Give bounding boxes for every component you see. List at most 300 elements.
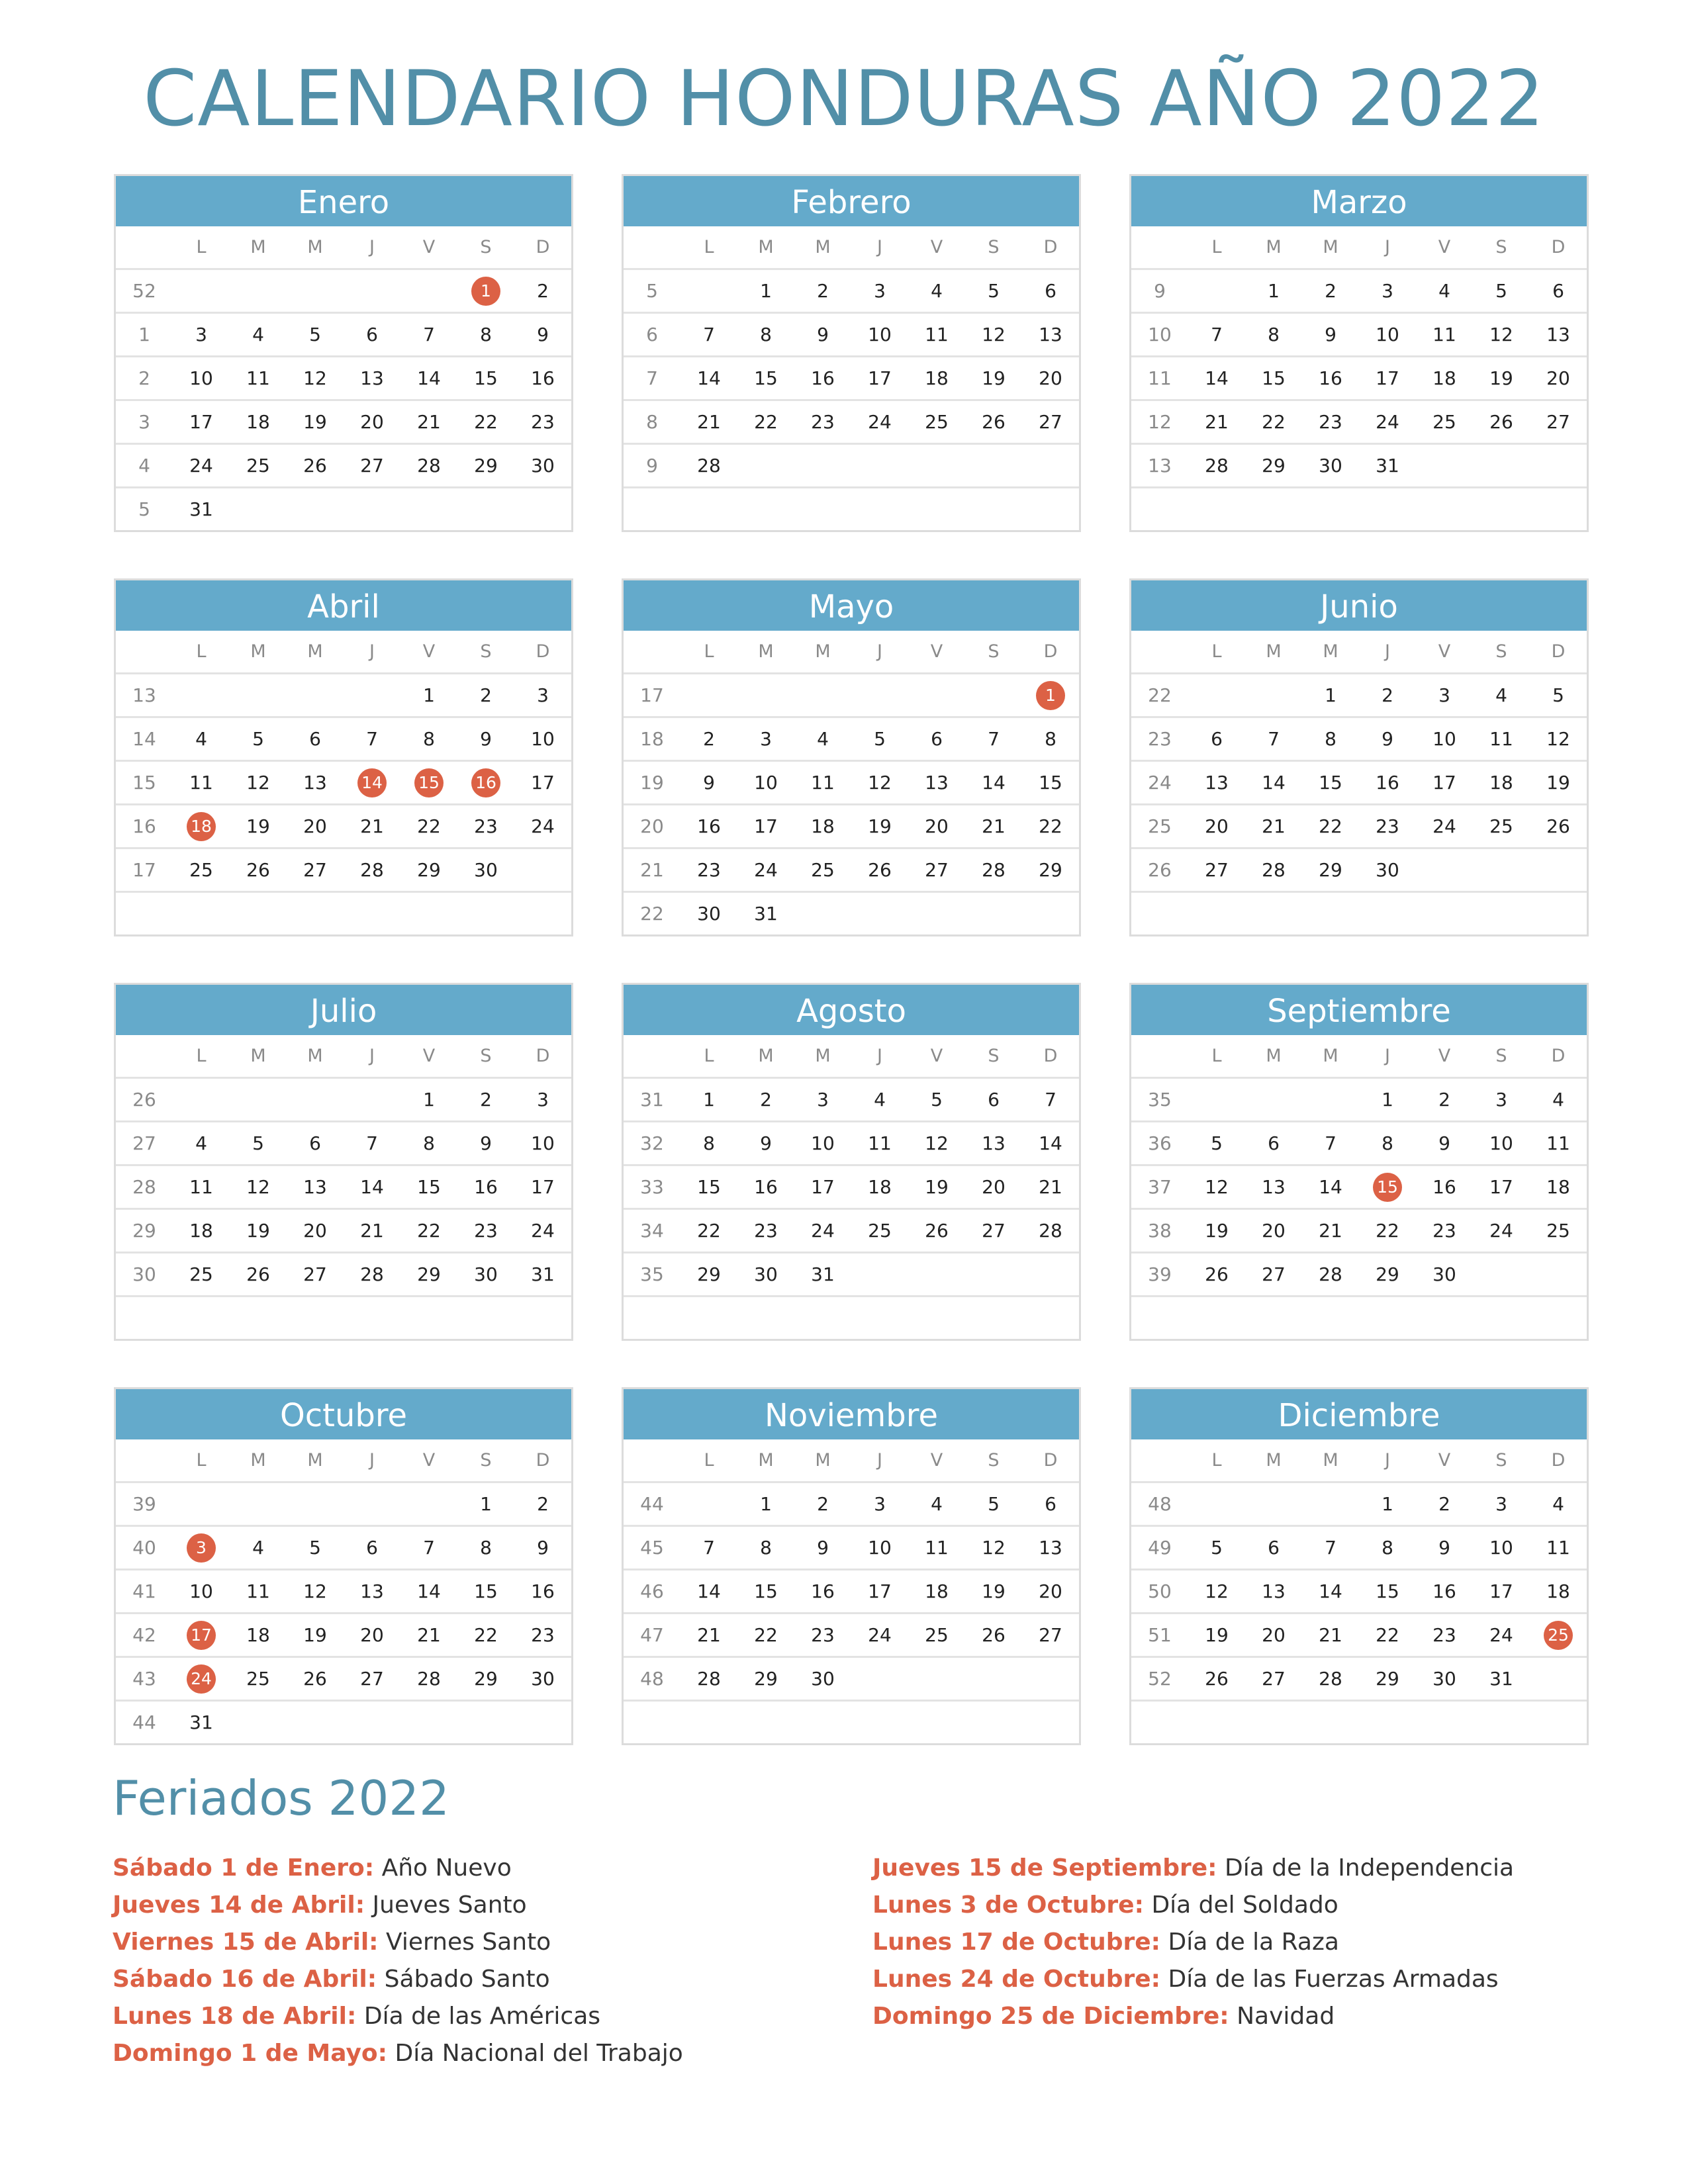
holiday-date: Viernes 15 de Abril: — [113, 1929, 379, 1956]
week-number: 16 — [116, 805, 173, 848]
day-cell: 27 — [1245, 1253, 1302, 1297]
day-cell — [1245, 488, 1302, 531]
holiday-item — [872, 1924, 1514, 1961]
week-number: 48 — [624, 1657, 680, 1701]
weekday-header: S — [965, 1035, 1022, 1078]
day-cell: 19 — [908, 1165, 965, 1209]
day-cell: 26 — [1473, 400, 1530, 444]
week-number: 27 — [116, 1122, 173, 1165]
day-cell — [1302, 1078, 1359, 1122]
day-cell — [173, 805, 230, 848]
day-cell: 5 — [1188, 1526, 1245, 1570]
week-number: 15 — [116, 761, 173, 805]
month-table — [116, 1035, 571, 1339]
day-cell: 8 — [457, 313, 514, 357]
weekday-header-row — [624, 631, 1079, 674]
week-row — [624, 761, 1079, 805]
day-cell: 27 — [1022, 1614, 1079, 1657]
day-cell: 6 — [344, 313, 400, 357]
day-cell: 17 — [1416, 761, 1473, 805]
day-cell: 26 — [851, 848, 908, 892]
day-cell — [680, 1701, 737, 1744]
day-cell: 13 — [344, 357, 400, 400]
day-cell: 23 — [737, 1209, 794, 1253]
holiday-list-left — [113, 1850, 683, 2072]
day-cell: 10 — [173, 1570, 230, 1614]
weekday-header: V — [1416, 226, 1473, 269]
day-cell: 17 — [794, 1165, 851, 1209]
day-cell — [173, 1614, 230, 1657]
day-cell: 8 — [457, 1526, 514, 1570]
day-cell: 24 — [1473, 1209, 1530, 1253]
day-cell: 14 — [400, 357, 457, 400]
week-row — [116, 805, 571, 848]
month-name: Enero — [116, 176, 571, 226]
holiday-name: Día de las Fuerzas Armadas — [1168, 1966, 1499, 1993]
month-name: Mayo — [624, 580, 1079, 631]
weekday-header: D — [1022, 1439, 1079, 1482]
day-cell: 20 — [1022, 357, 1079, 400]
day-cell — [1188, 1297, 1245, 1340]
day-cell: 16 — [457, 1165, 514, 1209]
week-number — [1131, 1701, 1188, 1744]
week-row — [1131, 1482, 1587, 1526]
week-row — [624, 488, 1079, 531]
day-cell: 1 — [400, 1078, 457, 1122]
weekday-header: L — [680, 1035, 737, 1078]
day-cell: 29 — [400, 848, 457, 892]
day-cell: 8 — [400, 1122, 457, 1165]
week-number: 7 — [624, 357, 680, 400]
day-cell — [1359, 1165, 1416, 1209]
week-row — [624, 1122, 1079, 1165]
weekday-header: V — [1416, 631, 1473, 674]
week-number: 21 — [624, 848, 680, 892]
week-row — [116, 1297, 571, 1340]
holiday-marker: 24 — [187, 1664, 216, 1694]
day-cell: 7 — [344, 1122, 400, 1165]
day-cell: 27 — [344, 1657, 400, 1701]
day-cell: 30 — [1359, 848, 1416, 892]
weekday-header: M — [1302, 631, 1359, 674]
month-calendar — [622, 174, 1081, 532]
week-number: 40 — [116, 1526, 173, 1570]
day-cell: 9 — [1416, 1122, 1473, 1165]
day-cell — [794, 1297, 851, 1340]
day-cell: 20 — [1245, 1614, 1302, 1657]
day-cell: 31 — [1359, 444, 1416, 488]
day-cell: 10 — [851, 313, 908, 357]
day-cell: 9 — [457, 1122, 514, 1165]
weekday-header: D — [514, 1439, 571, 1482]
day-cell — [1022, 1701, 1079, 1744]
day-cell: 21 — [344, 805, 400, 848]
day-cell: 5 — [230, 1122, 287, 1165]
weekday-header: M — [1245, 1439, 1302, 1482]
day-cell — [1473, 1297, 1530, 1340]
day-cell: 21 — [1188, 400, 1245, 444]
day-cell: 12 — [287, 1570, 344, 1614]
month-table — [1131, 1035, 1587, 1339]
week-row — [1131, 1209, 1587, 1253]
day-cell: 10 — [1359, 313, 1416, 357]
holiday-name: Jueves Santo — [372, 1891, 527, 1919]
day-cell: 22 — [737, 400, 794, 444]
month-calendar — [1129, 1387, 1589, 1745]
day-cell — [230, 1701, 287, 1744]
day-cell: 18 — [1473, 761, 1530, 805]
month-calendar — [1129, 578, 1589, 936]
day-cell: 1 — [1359, 1078, 1416, 1122]
day-cell: 29 — [1245, 444, 1302, 488]
day-cell — [287, 1701, 344, 1744]
day-cell: 30 — [1416, 1657, 1473, 1701]
holiday-date: Lunes 3 de Octubre: — [872, 1891, 1144, 1919]
day-cell: 26 — [965, 400, 1022, 444]
week-number: 42 — [116, 1614, 173, 1657]
week-row — [624, 1657, 1079, 1701]
day-cell: 3 — [173, 313, 230, 357]
week-row — [116, 357, 571, 400]
week-row — [624, 1209, 1079, 1253]
day-cell: 4 — [1530, 1482, 1587, 1526]
holiday-name: Navidad — [1237, 2003, 1335, 2030]
day-cell: 14 — [344, 1165, 400, 1209]
holiday-marker: 3 — [187, 1533, 216, 1563]
day-cell: 28 — [400, 1657, 457, 1701]
day-cell: 3 — [514, 1078, 571, 1122]
week-number: 19 — [624, 761, 680, 805]
day-cell: 13 — [1022, 1526, 1079, 1570]
day-cell: 22 — [1359, 1209, 1416, 1253]
months-grid — [114, 174, 1589, 1745]
day-cell: 17 — [514, 761, 571, 805]
day-cell: 31 — [189, 498, 213, 520]
week-number: 17 — [624, 674, 680, 717]
holiday-name: Día del Soldado — [1151, 1891, 1338, 1919]
day-cell: 18 — [851, 1165, 908, 1209]
day-cell — [400, 269, 457, 313]
day-cell: 28 — [344, 1253, 400, 1297]
weekday-header: S — [457, 1439, 514, 1482]
week-row — [624, 1482, 1079, 1526]
weekday-header: V — [1416, 1439, 1473, 1482]
day-cell: 27 — [1022, 400, 1079, 444]
weekday-header: M — [794, 1439, 851, 1482]
week-number: 49 — [1131, 1526, 1188, 1570]
day-cell: 19 — [965, 1570, 1022, 1614]
holiday-name: Día de la Independencia — [1225, 1854, 1515, 1882]
weekday-header: M — [1302, 1439, 1359, 1482]
month-calendar — [1129, 983, 1589, 1341]
day-cell: 26 — [965, 1614, 1022, 1657]
weekday-header: D — [514, 226, 571, 269]
day-cell: 22 — [1302, 805, 1359, 848]
day-cell: 12 — [1530, 717, 1587, 761]
day-cell — [737, 1297, 794, 1340]
weekday-header: S — [1473, 226, 1530, 269]
day-cell: 27 — [287, 848, 344, 892]
page-title: CALENDARIO HONDURAS AÑO 2022 — [143, 54, 1545, 144]
week-number: 46 — [624, 1570, 680, 1614]
day-cell: 15 — [457, 1570, 514, 1614]
holiday-date: Jueves 14 de Abril: — [113, 1891, 365, 1919]
day-cell — [1473, 488, 1530, 531]
holiday-item — [872, 1850, 1514, 1887]
day-cell: 28 — [680, 1657, 737, 1701]
week-row — [1131, 892, 1587, 935]
week-number: 25 — [1131, 805, 1188, 848]
day-cell: 12 — [230, 761, 287, 805]
day-cell: 17 — [1473, 1570, 1530, 1614]
day-cell — [1473, 892, 1530, 935]
day-cell: 5 — [1530, 674, 1587, 717]
day-cell — [680, 1297, 737, 1340]
day-cell: 29 — [457, 1657, 514, 1701]
day-cell: 2 — [794, 1482, 851, 1526]
day-cell: 27 — [1530, 400, 1587, 444]
day-cell — [230, 1297, 287, 1340]
day-cell: 16 — [680, 805, 737, 848]
day-cell: 14 — [680, 1570, 737, 1614]
day-cell: 1 — [737, 1482, 794, 1526]
day-cell: 11 — [173, 761, 230, 805]
holiday-marker: 25 — [1544, 1621, 1573, 1650]
day-cell: 30 — [1302, 444, 1359, 488]
day-cell: 31 — [794, 1253, 851, 1297]
weekday-header: V — [908, 1035, 965, 1078]
week-row — [116, 1165, 571, 1209]
day-cell: 5 — [1188, 1122, 1245, 1165]
day-cell: 1 — [1359, 1482, 1416, 1526]
weekday-header: L — [173, 1035, 230, 1078]
weekday-header: J — [1359, 631, 1416, 674]
holiday-list-right — [872, 1850, 1514, 2035]
day-cell: 5 — [287, 1526, 344, 1570]
day-cell — [680, 1482, 737, 1526]
day-cell: 7 — [1188, 313, 1245, 357]
week-number: 37 — [1131, 1165, 1188, 1209]
day-cell: 19 — [851, 805, 908, 848]
day-cell: 6 — [1245, 1122, 1302, 1165]
day-cell: 1 — [680, 1078, 737, 1122]
day-cell: 30 — [1416, 1253, 1473, 1297]
week-number — [1131, 488, 1188, 531]
day-cell — [400, 1297, 457, 1340]
day-cell: 19 — [1188, 1614, 1245, 1657]
week-row — [1131, 1078, 1587, 1122]
week-row — [116, 848, 571, 892]
day-cell: 2 — [457, 674, 514, 717]
week-number-header — [116, 1035, 173, 1078]
day-cell: 2 — [457, 1078, 514, 1122]
day-cell — [1188, 892, 1245, 935]
weekday-header-row — [624, 1439, 1079, 1482]
week-number: 35 — [1131, 1078, 1188, 1122]
day-cell: 27 — [965, 1209, 1022, 1253]
week-number: 28 — [116, 1165, 173, 1209]
day-cell — [344, 1297, 400, 1340]
week-number: 18 — [624, 717, 680, 761]
day-cell: 7 — [400, 313, 457, 357]
day-cell: 23 — [514, 1614, 571, 1657]
day-cell — [400, 892, 457, 935]
day-cell: 26 — [908, 1209, 965, 1253]
week-row — [624, 892, 1079, 935]
holiday-date: Sábado 1 de Enero: — [113, 1854, 375, 1882]
day-cell: 11 — [794, 761, 851, 805]
day-cell — [851, 892, 908, 935]
day-cell — [908, 444, 965, 488]
day-cell — [1188, 1078, 1245, 1122]
holiday-date: Lunes 17 de Octubre: — [872, 1929, 1161, 1956]
weekday-header: S — [1473, 1035, 1530, 1078]
day-cell: 20 — [287, 1209, 344, 1253]
week-number-header — [624, 226, 680, 269]
day-cell — [1022, 892, 1079, 935]
day-cell — [737, 444, 794, 488]
day-cell: 4 — [230, 313, 287, 357]
holiday-item — [113, 2035, 683, 2072]
weekday-header: D — [1022, 1035, 1079, 1078]
day-cell: 23 — [1359, 805, 1416, 848]
day-cell: 25 — [173, 1253, 230, 1297]
day-cell — [851, 674, 908, 717]
day-cell — [1416, 488, 1473, 531]
day-cell — [1022, 1657, 1079, 1701]
weekday-header: S — [457, 631, 514, 674]
day-cell — [737, 674, 794, 717]
day-cell: 22 — [1359, 1614, 1416, 1657]
day-cell — [514, 848, 571, 892]
week-number: 44 — [132, 1711, 156, 1733]
weekday-header: M — [737, 1035, 794, 1078]
day-cell: 8 — [737, 313, 794, 357]
week-number: 9 — [1131, 269, 1188, 313]
day-cell: 2 — [1416, 1482, 1473, 1526]
day-cell — [344, 1078, 400, 1122]
day-cell — [344, 269, 400, 313]
week-row — [116, 444, 571, 488]
day-cell: 18 — [908, 1570, 965, 1614]
day-cell: 6 — [1245, 1526, 1302, 1570]
day-cell — [1530, 488, 1587, 531]
week-row — [1131, 313, 1587, 357]
weekday-header: S — [1473, 631, 1530, 674]
day-cell: 4 — [794, 717, 851, 761]
day-cell — [1245, 674, 1302, 717]
day-cell: 23 — [680, 848, 737, 892]
holiday-name: Día Nacional del Trabajo — [395, 2040, 683, 2067]
week-row — [624, 674, 1079, 717]
day-cell: 29 — [737, 1657, 794, 1701]
month-name: Febrero — [624, 176, 1079, 226]
month-table — [1131, 1439, 1587, 1743]
day-cell: 23 — [1302, 400, 1359, 444]
day-cell — [1359, 488, 1416, 531]
day-cell — [1530, 1701, 1587, 1744]
week-number: 51 — [1131, 1614, 1188, 1657]
day-cell — [851, 1657, 908, 1701]
week-row — [116, 1657, 571, 1701]
weekday-header: M — [287, 1035, 344, 1078]
day-cell: 21 — [1022, 1165, 1079, 1209]
week-row — [1131, 848, 1587, 892]
weekday-header: L — [1188, 631, 1245, 674]
week-number-header — [116, 226, 173, 269]
day-cell — [173, 1657, 230, 1701]
day-cell — [1530, 1253, 1587, 1297]
week-number: 39 — [116, 1482, 173, 1526]
day-cell: 16 — [514, 357, 571, 400]
week-number: 1 — [116, 313, 173, 357]
day-cell: 11 — [1530, 1526, 1587, 1570]
day-cell: 12 — [1188, 1570, 1245, 1614]
day-cell — [457, 892, 514, 935]
day-cell: 28 — [1302, 1253, 1359, 1297]
weekday-header-row — [624, 226, 1079, 269]
day-cell — [344, 488, 400, 531]
week-number: 50 — [1131, 1570, 1188, 1614]
day-cell: 11 — [230, 357, 287, 400]
day-cell: 10 — [514, 1122, 571, 1165]
week-row — [116, 717, 571, 761]
day-cell: 30 — [457, 1253, 514, 1297]
month-name: Octubre — [116, 1389, 571, 1439]
weekday-header: V — [400, 631, 457, 674]
day-cell: 20 — [344, 1614, 400, 1657]
day-cell: 5 — [1473, 269, 1530, 313]
day-cell: 31 — [514, 1253, 571, 1297]
holiday-marker: 1 — [1036, 681, 1065, 710]
day-cell: 2 — [794, 269, 851, 313]
weekday-header: J — [344, 1035, 400, 1078]
weekday-header: M — [737, 226, 794, 269]
day-cell — [908, 1701, 965, 1744]
day-cell: 17 — [173, 400, 230, 444]
week-row — [624, 1701, 1079, 1744]
day-cell: 8 — [737, 1526, 794, 1570]
day-cell — [1473, 1701, 1530, 1744]
holiday-date: Domingo 25 de Diciembre: — [872, 2003, 1229, 2030]
holiday-marker: 1 — [471, 277, 500, 306]
day-cell: 11 — [1473, 717, 1530, 761]
month-name: Abril — [116, 580, 571, 631]
weekday-header: D — [514, 1035, 571, 1078]
day-cell — [514, 1297, 571, 1340]
week-row — [624, 1253, 1079, 1297]
day-cell — [457, 269, 514, 313]
day-cell — [400, 761, 457, 805]
day-cell — [1022, 488, 1079, 531]
week-number — [624, 1701, 680, 1744]
day-cell — [1530, 444, 1587, 488]
day-cell: 8 — [1359, 1122, 1416, 1165]
day-cell — [1530, 1657, 1587, 1701]
month-calendar — [622, 578, 1081, 936]
week-number: 39 — [1131, 1253, 1188, 1297]
day-cell: 25 — [851, 1209, 908, 1253]
week-row — [1131, 400, 1587, 444]
day-cell: 23 — [794, 400, 851, 444]
weekday-header: D — [1530, 226, 1587, 269]
day-cell: 4 — [908, 269, 965, 313]
day-cell — [1359, 1701, 1416, 1744]
day-cell: 28 — [344, 848, 400, 892]
weekday-header-row — [116, 1439, 571, 1482]
day-cell — [1473, 1253, 1530, 1297]
weekday-header: S — [457, 1035, 514, 1078]
